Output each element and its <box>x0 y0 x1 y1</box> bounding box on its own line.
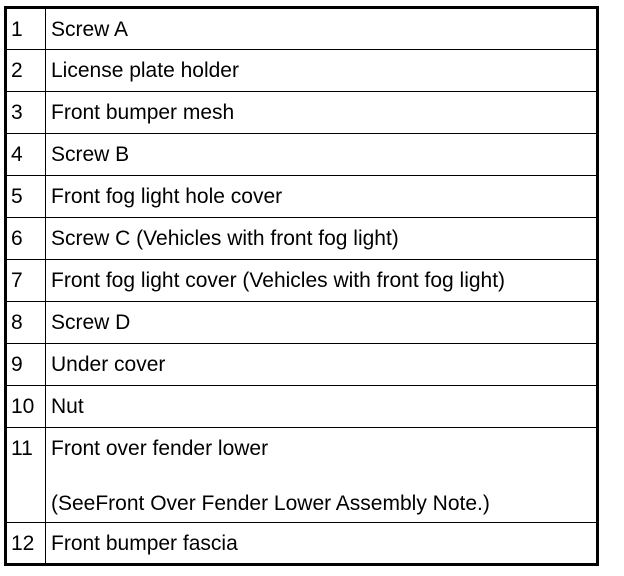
part-number: 11 <box>6 428 46 523</box>
assembly-note-reference: (SeeFront Over Fender Lower Assembly Note.) <box>51 492 490 515</box>
part-name: Front bumper mesh <box>46 92 598 134</box>
table-row <box>6 523 598 565</box>
part-number: 1 <box>6 8 46 50</box>
part-name: License plate holder <box>46 50 598 92</box>
table-row <box>6 92 598 134</box>
table-row <box>6 428 598 523</box>
table-row <box>6 50 598 92</box>
part-name: Nut <box>46 386 598 428</box>
table-row <box>6 344 598 386</box>
part-name: Front over fender lower <box>51 437 269 460</box>
part-name: Screw C (Vehicles with front fog light) <box>46 218 598 260</box>
part-name: Front fog light cover (Vehicles with front fog light) <box>46 260 598 302</box>
part-name: Screw A <box>46 8 598 50</box>
part-name: Screw D <box>46 302 598 344</box>
table-row <box>6 8 598 50</box>
part-number: 9 <box>6 344 46 386</box>
part-number: 4 <box>6 134 46 176</box>
table-row <box>6 218 598 260</box>
table-row <box>6 386 598 428</box>
table-row <box>6 302 598 344</box>
table-row <box>6 260 598 302</box>
part-number: 2 <box>6 50 46 92</box>
part-name: Screw B <box>46 134 598 176</box>
part-number: 6 <box>6 218 46 260</box>
table-row <box>6 176 598 218</box>
part-name: Front fog light hole cover <box>46 176 598 218</box>
table-row <box>6 134 598 176</box>
part-number: 5 <box>6 176 46 218</box>
part-name: Under cover <box>46 344 598 386</box>
part-number: 8 <box>6 302 46 344</box>
part-number: 7 <box>6 260 46 302</box>
part-name-cell <box>46 428 598 523</box>
part-number: 12 <box>6 523 46 565</box>
part-number: 3 <box>6 92 46 134</box>
part-name: Front bumper fascia <box>46 523 598 565</box>
part-number: 10 <box>6 386 46 428</box>
parts-list-table <box>4 6 599 566</box>
